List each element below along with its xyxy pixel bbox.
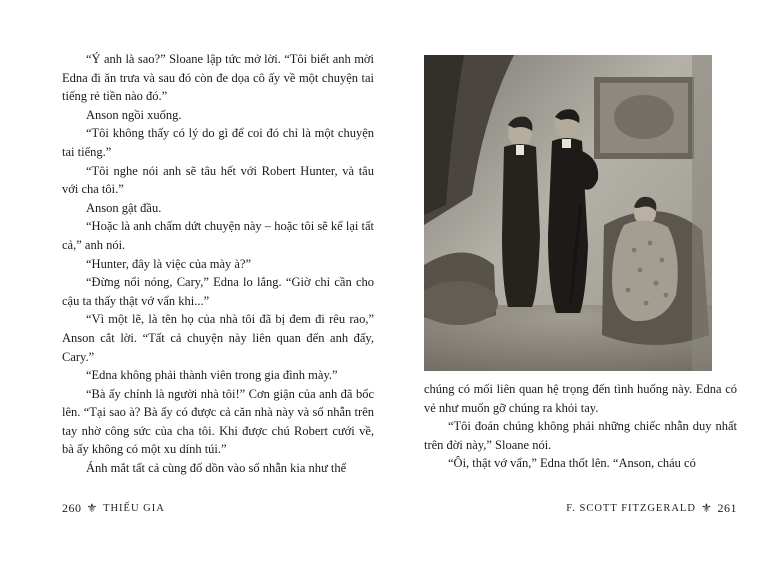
paragraph: “Tôi không thấy có lý do gì để coi đó chỉ là một chuyện tai tiếng.” [62, 126, 374, 159]
paragraph: “Hoặc là anh chấm dứt chuyện này – hoặc tôi sẽ kể lại tất cả,” anh nói. [62, 219, 374, 252]
running-head-right: F. SCOTT FITZGERALD [566, 503, 696, 514]
ornament-icon: ⚜ [700, 500, 713, 515]
ornament-icon: ⚜ [86, 500, 99, 515]
paragraph: “Bà ấy chính là người nhà tôi!” Cơn giận của anh đã bốc lên. “Tại sao à? Bà ấy có được cả căn nhà này và số nhẫn trên tay nhờ công sức của cha tôi. Khi được chú Robert cưới về, bà ấy không có một xu dính túi.” [62, 386, 374, 457]
paragraph: “Tôi đoán chúng không phải những chiếc nhẫn duy nhất trên đời này,” Sloane nói. [424, 419, 737, 452]
paragraph: chúng có mối liên quan hệ trọng đến tình huống này. Edna có vẻ như muốn gỡ chúng ra khỏi tay. [424, 382, 737, 415]
paragraph: “Tôi nghe nói anh sẽ tâu hết với Robert Hunter, và tâu với cha tôi.” [62, 163, 374, 197]
paragraph: “Edna không phải thành viên trong gia đình mày.” [86, 368, 338, 383]
right-page-text [424, 55, 737, 473]
page-number-left: 260 [62, 501, 82, 515]
illustration-graphic [424, 55, 712, 371]
running-head-left: THIẾU GIA [103, 503, 165, 514]
paragraph: “Hunter, đây là việc của mày à?” [86, 256, 252, 271]
paragraph: Anson gật đầu. [86, 200, 162, 215]
paragraph: Anson ngồi xuống. [86, 107, 182, 122]
paragraph: “Ý anh là sao?” Sloane lập tức mở lời. “Tôi biết anh mời Edna đi ăn trưa và sau đó còn đe dọa cô ấy về một chuyện tai tiếng rẻ tiền nào đó.” [62, 52, 374, 104]
paragraph: “Vì một lẽ, là tên họ của nhà tôi đã bị đem đi rêu rao,” Anson cắt lời. “Tất cả chuyện này liên quan đến anh đấy, Cary.” [62, 312, 374, 364]
page-number-right: 261 [717, 501, 737, 515]
left-page-text [62, 50, 374, 478]
paragraph: “Đừng nổi nóng, Cary,” Edna lo lắng. “Giờ chỉ cần cho cậu ta thấy thật vớ vẩn khi...” [62, 275, 374, 308]
paragraph: Ánh mắt tất cả cùng đổ dồn vào số nhẫn kia như thể [86, 461, 347, 476]
right-page-footer [566, 501, 737, 516]
book-illustration [424, 55, 712, 371]
left-page-footer [62, 501, 165, 516]
paragraph: “Ôi, thật vớ vẩn,” Edna thốt lên. “Anson, cháu có [448, 456, 696, 471]
